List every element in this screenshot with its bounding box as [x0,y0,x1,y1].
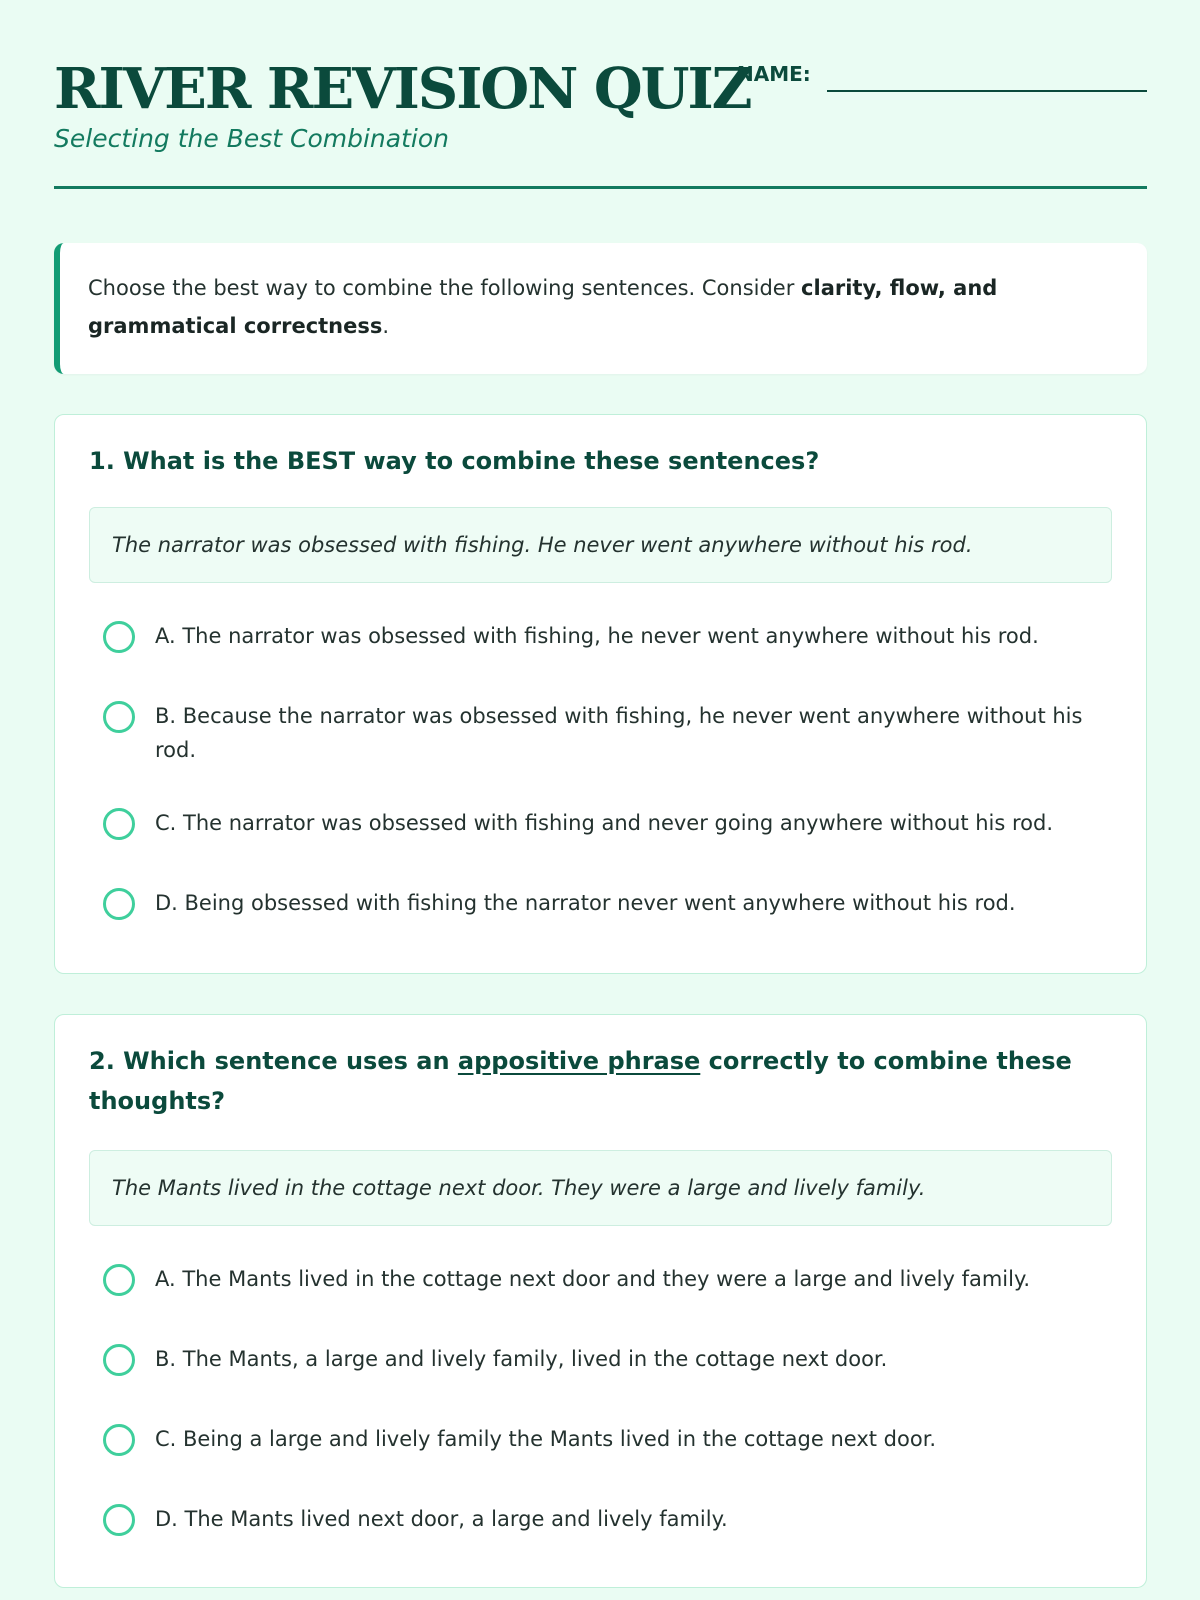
instructions-emphasis: clarity, flow, and grammatical correctness [88,276,998,338]
question-1-body: What is the BEST way to combine these sentences? [123,447,820,475]
radio-button[interactable] [103,888,135,920]
radio-button[interactable] [103,621,135,653]
quiz-title: RIVER REVISION QUIZ [54,56,751,122]
name-label: NAME: [737,62,811,86]
option-text: B. The Mants, a large and lively family, lived in the cottage next door. [155,1347,888,1371]
question-2-prompt: The Mants lived in the cottage next door. They were a large and lively family. [89,1150,1112,1226]
instructions-box [54,243,1147,374]
name-field-line[interactable] [827,90,1147,92]
question-1-text [89,441,1089,481]
appositive-phrase-term: appositive phrase [457,1047,701,1075]
question-card-1 [54,414,1147,974]
radio-button[interactable] [103,1264,135,1296]
option-text: D. Being obsessed with fishing the narrator never went anywhere without his rod. [155,891,1016,915]
question-2-body-end: correctly to combine these thoughts? [89,1047,1072,1115]
instructions-text: Choose the best way to combine the following sentences. Consider [88,276,802,300]
header-divider [54,186,1147,189]
option-text: B. Because the narrator was obsessed with fishing, he never went anywhere without his rod. [155,704,1083,762]
question-card-2 [54,1014,1147,1588]
radio-button[interactable] [103,1504,135,1536]
question-1-prompt: The narrator was obsessed with fishing. He never went anywhere without his rod. [89,507,1112,583]
quiz-header [54,0,1147,190]
radio-button[interactable] [103,1424,135,1456]
option-text: D. The Mants lived next door, a large and lively family. [155,1507,728,1531]
option-text: C. The narrator was obsessed with fishing and never going anywhere without his rod. [155,811,1054,835]
radio-button[interactable] [103,808,135,840]
question-2-text [89,1041,1089,1121]
radio-button[interactable] [103,1344,135,1376]
quiz-subtitle: Selecting the Best Combination [54,124,449,153]
option-text: A. The Mants lived in the cottage next door and they were a large and lively family. [155,1267,1031,1291]
option-text: A. The narrator was obsessed with fishing, he never went anywhere without his rod. [155,624,1039,648]
option-text: C. Being a large and lively family the Mants lived in the cottage next door. [155,1427,937,1451]
radio-button[interactable] [103,701,135,733]
quiz-page [54,0,1147,1531]
question-1-number: 1. [89,447,124,475]
question-2-number: 2. [89,1047,124,1075]
question-2-body-start: Which sentence uses an [123,1047,458,1075]
instructions-end: . [382,314,390,338]
